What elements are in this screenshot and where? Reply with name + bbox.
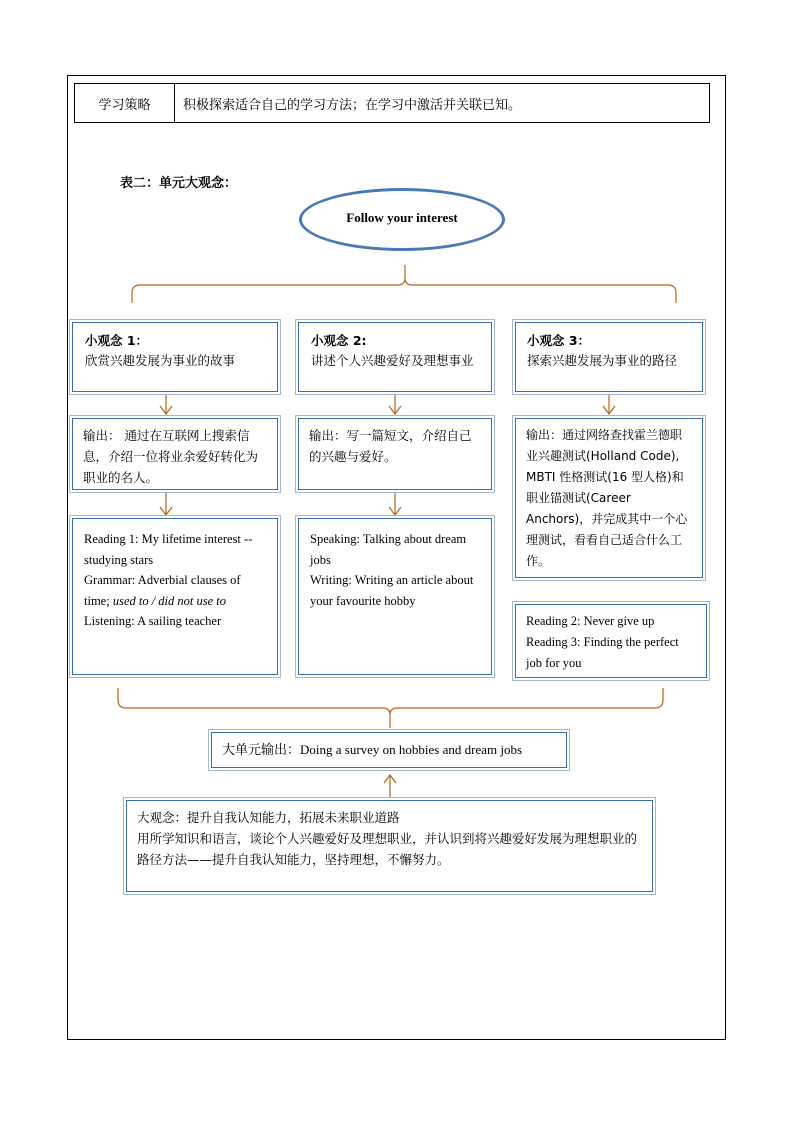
sub-idea-2-lesson-speaking: Speaking: Talking about dream jobs <box>310 532 467 567</box>
unit-output-box <box>211 732 567 768</box>
big-idea-box <box>126 800 653 892</box>
strategy-content: 积极探索适合自己的学习方法；在学习中激活并关联已知。 <box>183 97 522 113</box>
sub-idea-2-lesson-writing: Writing: Writing an article about your favourite hobby <box>310 573 474 608</box>
sub-idea-2-title: 讲述个人兴趣爱好及理想事业 <box>311 353 474 368</box>
big-idea-ellipse <box>299 188 505 251</box>
sub-idea-1-output-box <box>72 418 278 490</box>
table-title: 表二：单元大观念： <box>120 176 238 191</box>
sub-idea-1-lesson-grammar: Grammar: Adverbial clauses of time; used to / did not use to <box>84 573 241 608</box>
sub-idea-1-box <box>72 322 278 392</box>
strategy-row <box>74 83 710 123</box>
big-idea-description: 用所学知识和语言，谈论个人兴趣爱好及理想职业，并认识到将兴趣爱好发展为理想职业的路径方法——提升自我认知能力，坚持理想，不懈努力。 <box>137 831 638 867</box>
sub-idea-1-grammar-italic: used to / did not use to <box>112 593 227 608</box>
strategy-label: 学习策略 <box>75 84 175 122</box>
sub-idea-3-box <box>515 322 703 392</box>
sub-idea-2-label: 小观念 2: <box>311 333 367 348</box>
sub-idea-1-lesson-listening: Listening: A sailing teacher <box>84 614 222 628</box>
sub-idea-1-lesson-reading: Reading 1: My lifetime interest -- studying stars <box>84 532 253 567</box>
sub-idea-3-title: 探索兴趣发展为事业的路径 <box>527 353 678 368</box>
sub-idea-1-label: 小观念 1： <box>85 333 149 348</box>
sub-idea-3-lesson-reading-3: Reading 3: Finding the perfect job for you <box>526 635 679 670</box>
sub-idea-3-output-box <box>515 418 703 578</box>
sub-idea-2-lessons-box <box>298 518 492 675</box>
sub-idea-2-output-box <box>298 418 492 490</box>
big-idea-heading: 大观念：提升自我认知能力，拓展未来职业道路 <box>137 810 400 825</box>
sub-idea-3-label: 小观念 3： <box>527 333 591 348</box>
sub-idea-3-lessons-box <box>515 604 707 678</box>
sub-idea-1-lessons-box <box>72 518 278 675</box>
sub-idea-1-output: 输出： 通过在互联网上搜索信息，介绍一位将业余爱好转化为职业的名人。 <box>83 428 259 485</box>
sub-idea-2-output: 输出：写一篇短文，介绍自己的兴趣与爱好。 <box>309 428 472 464</box>
sub-idea-2-box <box>298 322 492 392</box>
sub-idea-3-lesson-reading-2: Reading 2: Never give up <box>526 614 655 628</box>
sub-idea-1-title: 欣赏兴趣发展为事业的故事 <box>85 353 236 368</box>
sub-idea-3-output: 输出：通过网络查找霍兰德职业兴趣测试(Holland Code), MBTI 性格测试(16 型人格)和职业锚测试(Career Anchors)，并完成其中一个心理测试，看看自己适合什么工作。 <box>526 428 688 568</box>
big-idea-title: Follow your interest <box>346 209 458 225</box>
unit-output-text: 大单元输出：Doing a survey on hobbies and dream jobs <box>222 742 523 757</box>
